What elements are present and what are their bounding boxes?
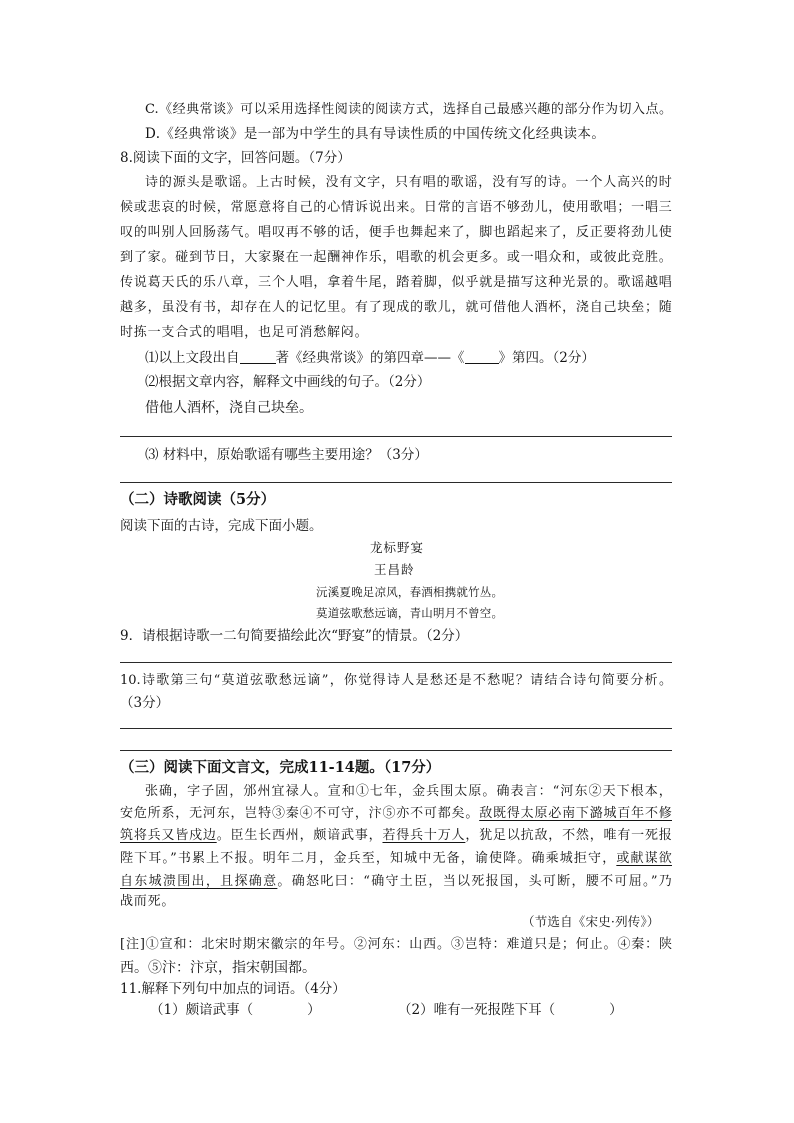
passage-line: 叹的叫别人回肠荡气。唱叹再不够的话，便手也舞起来了，脚也蹈起来了，反正要将劲儿使 — [120, 225, 672, 240]
classical-line — [145, 782, 672, 802]
underlined-sentence: 若得兵十万人 — [382, 828, 466, 843]
poem-line: 沅溪夏晚足凉风，春酒相携就竹丛。 — [316, 585, 504, 599]
q10: 10.诗歌第三句“莫道弦歌愁远谪”，你觉得诗人是愁还是不愁呢？请结合诗句简要分析。 — [120, 673, 672, 688]
passage-line: 传说葛天氏的乐八章，三个人唱，拿着牛尾，踏着脚，似乎就是描写这种光景的。歌谣越唱 — [120, 275, 672, 290]
underlined-sentence: 或献谋欲 — [616, 851, 672, 866]
passage-line: 到了家。碰到节日，大家聚在一起酬神作乐，唱歌的机会更多。或一唱众和，或彼此竞胜。 — [120, 250, 672, 265]
annotation-note: 西。⑤汴：汴京，指宋朝国都。 — [120, 960, 316, 976]
classical-line — [120, 892, 175, 912]
classical-text: 张确，字子固，邠州宜禄人。宣和①七年，金兵围太原。确表言：“河东②天下根本， — [145, 784, 672, 799]
answer-line — [120, 436, 672, 437]
section2-instruction: 阅读下面的古诗，完成下面小题。 — [120, 518, 323, 534]
answer-blank-chapter — [465, 349, 499, 364]
classical-text: 安危所系，无河东，岂特③秦④不可守，汴⑤亦不可都矣。 — [120, 806, 480, 821]
q8-sub2-sentence: 借他人酒杯，浇自己块垒。 — [145, 400, 313, 416]
classical-text: 。确怒叱曰：“确守土臣，当以死报国，头可断，腰不可屈。”乃 — [277, 874, 673, 889]
answer-line — [120, 482, 672, 483]
poem-author: 王昌龄 — [374, 562, 415, 577]
classical-line — [120, 826, 672, 846]
option-c: C.《经典常谈》可以采用选择性阅读的阅读方式，选择自己最感兴趣的部分作为切入点。 — [145, 102, 672, 117]
underlined-sentence: 敌既得太原必南下潞城百年不修 — [479, 806, 672, 821]
classical-text: ，犹足以抗敌，不然，唯有一死报 — [465, 828, 672, 843]
answer-line — [120, 750, 672, 751]
answer-line — [120, 662, 672, 663]
passage-line: 诗的源头是歌谣。上古时候，没有文字，只有唱的歌谣，没有写的诗。一个人高兴的时 — [145, 175, 672, 190]
q8-sub1-text: 》第四。（2分） — [498, 350, 595, 366]
section3-heading: （三）阅读下面文言文，完成11-14题。（17分） — [120, 759, 441, 776]
classical-line — [120, 804, 672, 824]
classical-line — [120, 872, 672, 892]
q8-sub1-text: ⑴以上文段出自 — [145, 350, 240, 366]
passage-line: 时拣一支合式的唱唱，也足可消愁解闷。 — [120, 325, 369, 340]
q10-score: （3分） — [120, 695, 170, 711]
passage-line: 越多，虽没有书，却存在人的记忆里。有了现成的歌儿，就可借他人酒杯，浇自己块垒；随 — [120, 300, 672, 315]
underlined-sentence: 筑将兵又皆戍边 — [120, 828, 217, 843]
q8-sub3: ⑶ 材料中，原始歌谣有哪些主要用途？（3分） — [145, 447, 428, 463]
section2-heading: （二）诗歌阅读（5分） — [120, 491, 276, 508]
poem-line: 莫道弦歌愁远谪，青山明月不曾空。 — [316, 606, 504, 620]
classical-text: 陛下耳。”书累上不报。明年二月，金兵至，知城中无备，谕使降。确乘城拒守， — [120, 851, 617, 866]
annotation-note: [注]①宣和：北宋时期宋徽宗的年号。②河东：山西。③岂特：难道只是；何止。④秦：陕 — [120, 937, 672, 952]
passage-line: 候或悲哀的时候，常愿意将自己的心情诉说出来。日常的言语不够劲儿，使用歌唱；一唱三 — [120, 200, 672, 215]
q11-stem: 11.解释下列句中加点的词语。（4分） — [120, 981, 346, 997]
q11-item-1: （1）颇谙武事（ ） — [150, 1002, 321, 1018]
classical-text: 。臣生长西州，颇谙武事， — [216, 828, 383, 843]
q8-sub1 — [145, 348, 595, 368]
answer-line — [120, 728, 672, 729]
classical-text: 战而死。 — [120, 894, 176, 909]
q11-item-2: （2）唯有一死报陛下耳（ ） — [398, 1002, 623, 1018]
q9: 9．请根据诗歌一二句简要描绘此次“野宴”的情景。（2分） — [120, 628, 469, 644]
q8-sub2: ⑵根据文章内容，解释文中画线的句子。（2分） — [145, 374, 431, 390]
q8-stem: 8.阅读下面的文字，回答问题。（7分） — [120, 150, 351, 166]
source-citation: （节选自《宋史·列传》） — [522, 914, 660, 929]
poem-title: 龙标野宴 — [370, 540, 425, 555]
classical-line — [120, 849, 672, 869]
q8-sub1-text: 著《经典常谈》的第四章——《 — [275, 350, 465, 366]
underlined-sentence: 自东城溃围出，且探确意 — [120, 874, 278, 889]
option-d: D.《经典常谈》是一部为中学生的具有导读性质的中国传统文化经典读本。 — [145, 126, 606, 142]
answer-blank-author — [240, 349, 276, 364]
